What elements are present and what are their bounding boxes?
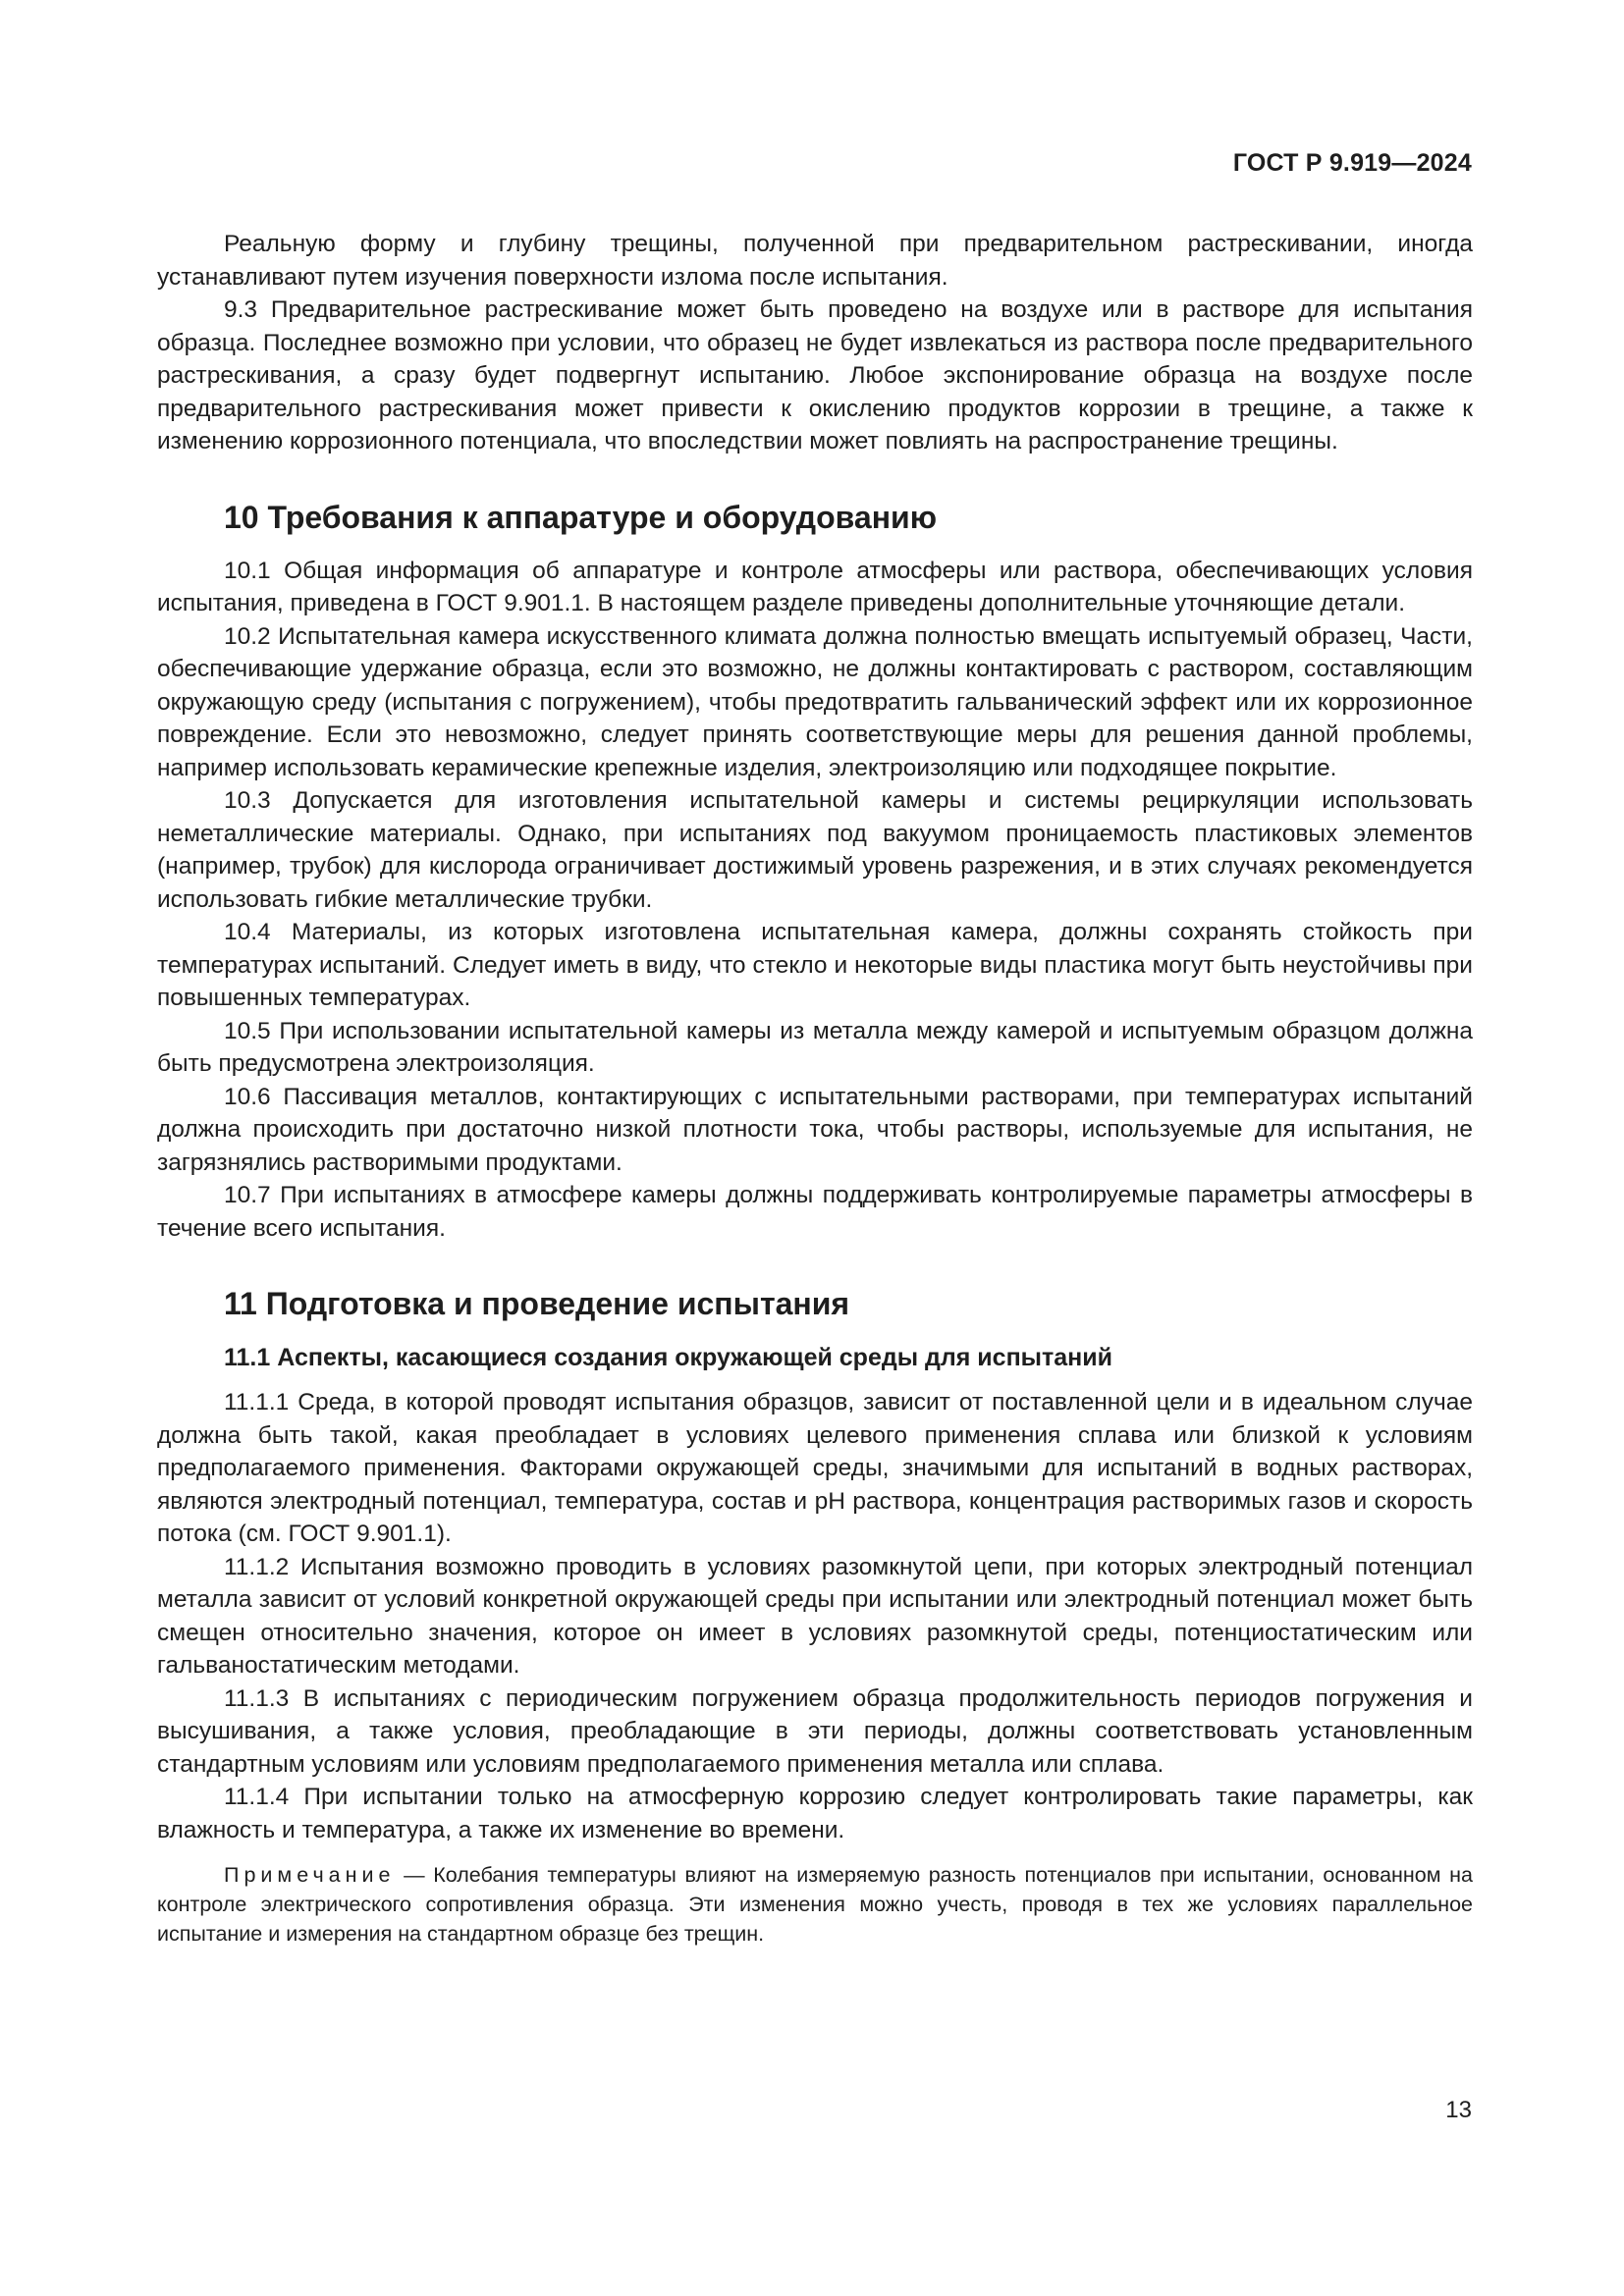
paragraph-10-5: 10.5 При использовании испытательной камеры из металла между камерой и испытуемым образцом должна быть предусмотрена электроизоляция. <box>157 1017 1473 1077</box>
page-number: 13 <box>1445 2097 1472 2123</box>
intro-paragraph-2: 9.3 Предварительное растрескивание может быть проведено на воздухе или в растворе для испытания образца. Последнее возможно при условии, что образец не будет извлекаться из раствора после предварительного растрескивания, а сразу будет подвергнут испытанию. Любое экспонирование образца на воздухе после предварительного растрескивания может привести к окислению продуктов коррозии в трещине, а также к изменению коррозионного потенциала, что впоследствии может повлиять на распространение трещины. <box>157 296 1473 454</box>
section-10-title: 10 Требования к аппаратуре и оборудованию <box>224 499 938 535</box>
document-body <box>157 228 1473 1949</box>
paragraph-11-1-4: 11.1.4 При испытании только на атмосферную коррозию следует контролировать такие параметры, как влажность и температура, а также их изменение во времени. <box>157 1784 1473 1843</box>
paragraph-10-6: 10.6 Пассивация металлов, контактирующих с испытательными растворами, при температурах испытаний должна происходить при достаточно низкой плотности тока, чтобы растворы, используемые для испытания, не загрязнялись растворимыми продуктами. <box>157 1083 1473 1176</box>
note-label: Примечание <box>224 1863 396 1887</box>
paragraph-11-1-2: 11.1.2 Испытания возможно проводить в условиях разомкнутой цепи, при которых электродный потенциал металла зависит от условий конкретной окружающей среды при испытании или электродный потенциал может быть смещен относительно значения, которое он имеет в условиях разомкнутой среды, потенциостатическим или гальваностатическим методами. <box>157 1553 1473 1679</box>
paragraph-11-1-3: 11.1.3 В испытаниях с периодическим погружением образца продолжительность периодов погружения и высушивания, а также условия, преобладающие в эти периоды, должны соответствовать установленным стандартным условиям или условиям предполагаемого применения металла или сплава. <box>157 1684 1473 1778</box>
note-text: — Колебания температуры влияют на измеряемую разность потенциалов при испытании, основанном на контроле электрического сопротивления образца. Эти изменения можно учесть, проводя в тех же условиях параллельное испытание и измерения на стандартном образце без трещин. <box>157 1863 1473 1946</box>
intro-paragraph-1: Реальную форму и глубину трещины, полученной при предварительном растрескивании, иногда устанавливают путем изучения поверхности излома после испытания. <box>157 231 1473 291</box>
document-code: ГОСТ Р 9.919—2024 <box>1232 149 1472 177</box>
paragraph-10-4: 10.4 Материалы, из которых изготовлена испытательная камера, должны сохранять стойкость при температурах испытаний. Следует иметь в виду, что стекло и некоторые виды пластика могут быть неустойчивы при повышенных температурах. <box>157 919 1473 1011</box>
subsection-11-1-title: 11.1 Аспекты, касающиеся создания окружающей среды для испытаний <box>224 1344 1113 1371</box>
note <box>157 1860 1473 1949</box>
paragraph-10-3: 10.3 Допускается для изготовления испытательной камеры и системы рециркуляции использовать неметаллические материалы. Однако, при испытаниях под вакуумом проницаемость пластиковых элементов (например, трубок) для кислорода ограничивает достижимый уровень разрежения, и в этих случаях рекомендуется использовать гибкие металлические трубки. <box>157 787 1473 913</box>
paragraph-10-7: 10.7 При испытаниях в атмосфере камеры должны поддерживать контролируемые параметры атмосферы в течение всего испытания. <box>157 1182 1473 1242</box>
paragraph-10-2: 10.2 Испытательная камера искусственного климата должна полностью вмещать испытуемый образец, Части, обеспечивающие удержание образца, если это возможно, не должны контактировать с раствором, составляющим окружающую среду (испытания с погружением), чтобы предотвратить гальванический эффект или их коррозионное повреждение. Если это невозможно, следует принять соответствующие меры для решения данной проблемы, например использовать керамические крепежные изделия, электроизоляцию или подходящее покрытие. <box>157 622 1473 781</box>
paragraph-10-1: 10.1 Общая информация об аппаратуре и контроле атмосферы или раствора, обеспечивающих условия испытания, приведена в ГОСТ 9.901.1. В настоящем разделе приведены дополнительные уточняющие детали. <box>157 557 1473 616</box>
section-11-title: 11 Подготовка и проведение испытания <box>224 1286 850 1321</box>
paragraph-11-1-1: 11.1.1 Среда, в которой проводят испытания образцов, зависит от поставленной цели и в идеальном случае должна быть такой, какая преобладает в условиях целевого применения сплава или близкой к условиям предполагаемого применения. Факторами окружающей среды, значимыми для испытаний в водных растворах, являются электродный потенциал, температура, состав и pH раствора, концентрация растворимых газов и скорость потока (см. ГОСТ 9.901.1). <box>157 1389 1473 1547</box>
